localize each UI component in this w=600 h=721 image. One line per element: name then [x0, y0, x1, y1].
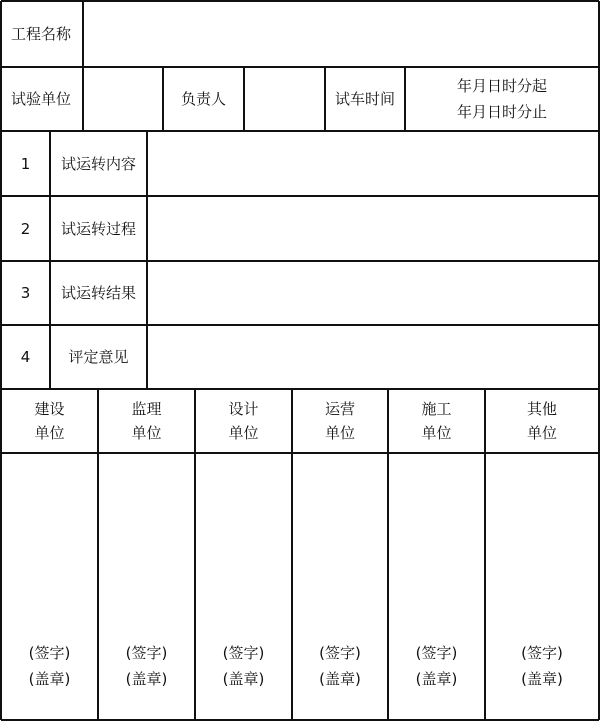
trial-time-label: 试车时间	[334, 90, 395, 108]
sign-label: (签字)	[28, 643, 71, 662]
trial-time-start: 年月日时分起	[456, 76, 547, 95]
unit-header-supervision	[98, 389, 195, 453]
section-3-number: 3	[20, 284, 31, 302]
unit-header-line1: 运营	[324, 400, 355, 418]
unit-header-line2: 单位	[228, 424, 259, 442]
unit-header-line2: 单位	[131, 424, 162, 442]
sign-label: (签字)	[125, 643, 168, 662]
seal-label: (盖章)	[28, 669, 71, 688]
trial-time-end: 年月日时分止	[456, 103, 547, 121]
unit-header-line1: 监理	[131, 400, 162, 418]
seal-label: (盖章)	[521, 669, 563, 688]
section-4-label: 评定意见	[68, 348, 129, 366]
test-unit-label: 试验单位	[11, 90, 72, 108]
section-3-field[interactable]	[147, 261, 599, 325]
signature-area-contractor[interactable]	[388, 453, 485, 720]
unit-header-contractor	[388, 389, 485, 453]
sign-label: (签字)	[521, 643, 563, 662]
section-4-field[interactable]	[147, 325, 599, 389]
test-unit-field[interactable]	[83, 67, 163, 131]
person-in-charge-label: 负责人	[180, 90, 226, 108]
project-name-field[interactable]	[83, 1, 599, 67]
section-1-number: 1	[20, 154, 31, 173]
signature-area-design[interactable]	[195, 453, 292, 720]
unit-header-line2: 单位	[421, 424, 452, 442]
project-name-label: 工程名称	[11, 25, 72, 43]
unit-header-line2: 单位	[526, 424, 557, 442]
seal-label: (盖章)	[319, 669, 361, 688]
sign-label: (签字)	[415, 643, 458, 662]
signature-area-operation[interactable]	[292, 453, 388, 720]
seal-label: (盖章)	[222, 669, 265, 688]
section-2-field[interactable]	[147, 196, 599, 261]
person-in-charge-field[interactable]	[244, 67, 325, 131]
unit-header-line1: 设计	[228, 400, 259, 418]
unit-header-design	[195, 389, 292, 453]
sign-label: (签字)	[319, 643, 361, 662]
unit-header-line2: 单位	[34, 424, 65, 442]
section-4-number: 4	[20, 348, 31, 366]
unit-header-operation	[292, 389, 388, 453]
section-1-field[interactable]	[147, 131, 599, 196]
unit-header-other	[485, 389, 599, 453]
seal-label: (盖章)	[415, 669, 458, 688]
trial-time-field[interactable]	[405, 67, 599, 131]
seal-label: (盖章)	[125, 669, 168, 688]
section-2-number: 2	[20, 219, 31, 238]
signature-area-construction[interactable]	[1, 453, 98, 720]
section-3-label: 试运转结果	[60, 284, 136, 302]
section-1-label: 试运转内容	[60, 154, 136, 173]
sign-label: (签字)	[222, 643, 265, 662]
unit-header-line1: 其他	[526, 400, 557, 418]
unit-header-line1: 建设	[34, 400, 65, 418]
signature-area-other[interactable]	[485, 453, 599, 720]
signature-area-supervision[interactable]	[98, 453, 195, 720]
unit-header-construction	[1, 389, 98, 453]
unit-header-line2: 单位	[324, 424, 355, 442]
unit-header-line1: 施工	[421, 400, 452, 418]
section-2-label: 试运转过程	[60, 219, 136, 238]
